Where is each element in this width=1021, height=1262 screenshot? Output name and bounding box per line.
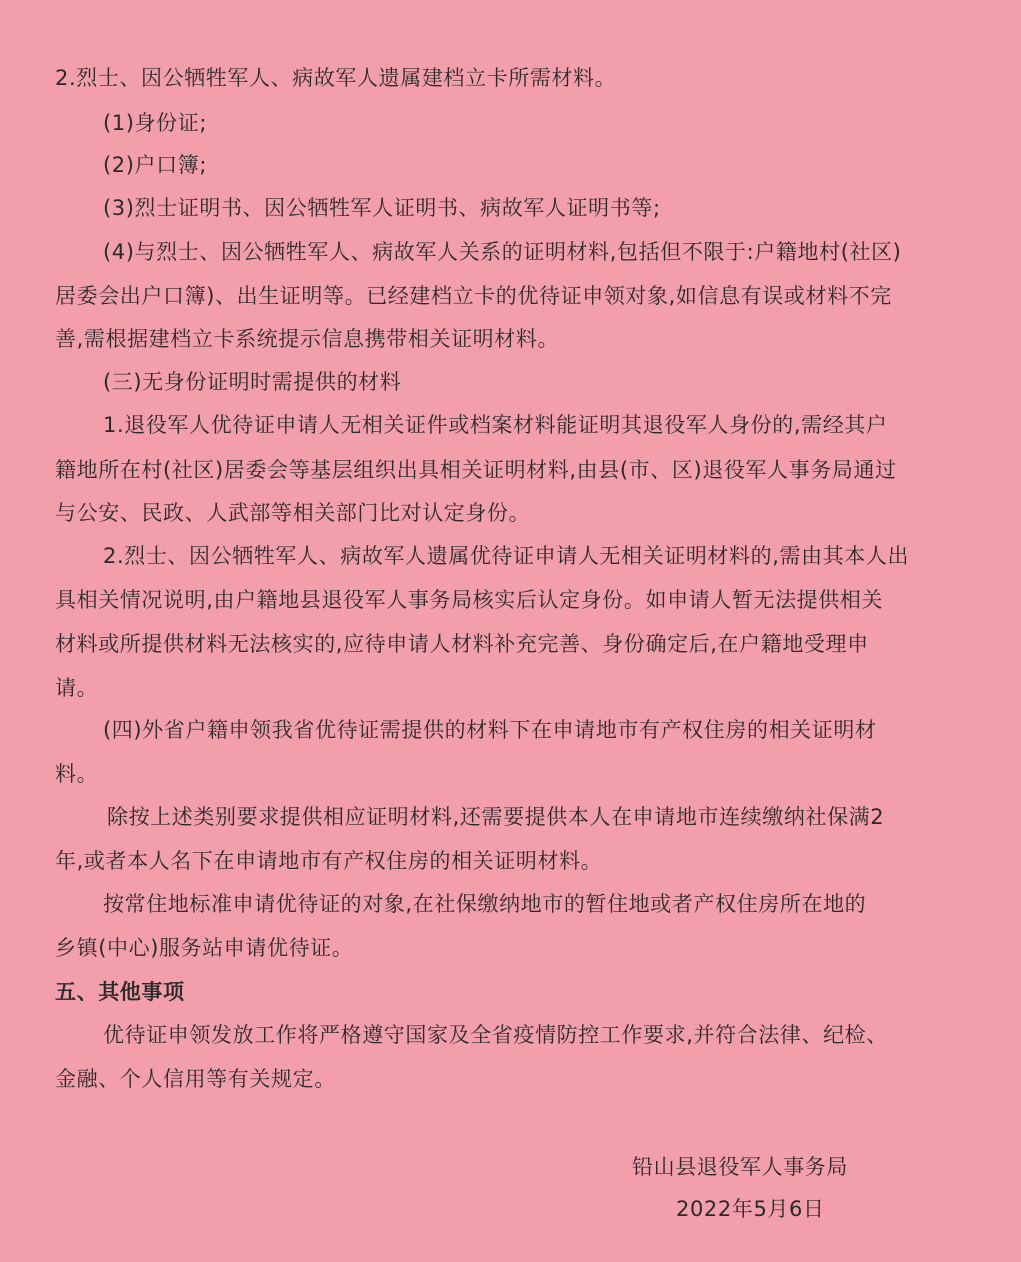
- list-item-certificates: (3)烈士证明书、因公牺牲军人证明书、病故军人证明书等;: [103, 196, 661, 220]
- paragraph-line: 1.退役军人优待证申请人无相关证件或档案材料能证明其退役军人身份的,需经其户: [103, 413, 888, 437]
- paragraph-line: 乡镇(中心)服务站申请优待证。: [55, 936, 354, 960]
- paragraph-line: 按常住地标准申请优待证的对象,在社保缴纳地市的暂住地或者产权住房所在地的: [103, 892, 867, 916]
- list-item-household-register: (2)户口簿;: [103, 153, 208, 177]
- issue-date: 2022年5月6日: [676, 1197, 825, 1221]
- paragraph-line: 居委会出户口簿)、出生证明等。已经建档立卡的优待证申领对象,如信息有误或材料不完: [55, 284, 892, 308]
- section-5-heading: 五、其他事项: [55, 980, 185, 1004]
- paragraph-line: 材料或所提供材料无法核实的,应待申请人材料补充完善、身份确定后,在户籍地受理申: [55, 632, 869, 656]
- item-2-heading: 2.烈士、因公牺牲军人、病故军人遗属建档立卡所需材料。: [55, 66, 617, 90]
- issuer-name: 铅山县退役军人事务局: [632, 1155, 848, 1179]
- section-3-heading: (三)无身份证明时需提供的材料: [103, 370, 402, 394]
- paragraph-line: 优待证申领发放工作将严格遵守国家及全省疫情防控工作要求,并符合法律、纪检、: [103, 1023, 888, 1047]
- paragraph-line: 善,需根据建档立卡系统提示信息携带相关证明材料。: [55, 327, 560, 351]
- paragraph-line: 籍地所在村(社区)居委会等基层组织出具相关证明材料,由县(市、区)退役军人事务局通过: [55, 458, 897, 482]
- paragraph-line: 请。: [55, 676, 99, 700]
- paragraph-line: 料。: [55, 762, 99, 786]
- paragraph-line: 年,或者本人名下在申请地市有产权住房的相关证明材料。: [55, 849, 603, 873]
- section-4-heading: (四)外省户籍申领我省优待证需提供的材料下在申请地市有产权住房的相关证明材: [103, 718, 877, 742]
- paragraph-line: 除按上述类别要求提供相应证明材料,还需要提供本人在申请地市连续缴纳社保满2: [107, 805, 885, 829]
- paragraph-line: 金融、个人信用等有关规定。: [55, 1067, 336, 1091]
- paragraph-line: 2.烈士、因公牺牲军人、病故军人遗属优待证申请人无相关证明材料的,需由其本人出: [103, 544, 910, 568]
- paragraph-line: 具相关情况说明,由户籍地县退役军人事务局核实后认定身份。如申请人暂无法提供相关: [55, 588, 884, 612]
- paragraph-line: 与公安、民政、人武部等相关部门比对认定身份。: [55, 501, 531, 525]
- list-item-id-card: (1)身份证;: [103, 111, 208, 135]
- paragraph-line: (4)与烈士、因公牺牲军人、病故军人关系的证明材料,包括但不限于:户籍地村(社区): [103, 240, 902, 264]
